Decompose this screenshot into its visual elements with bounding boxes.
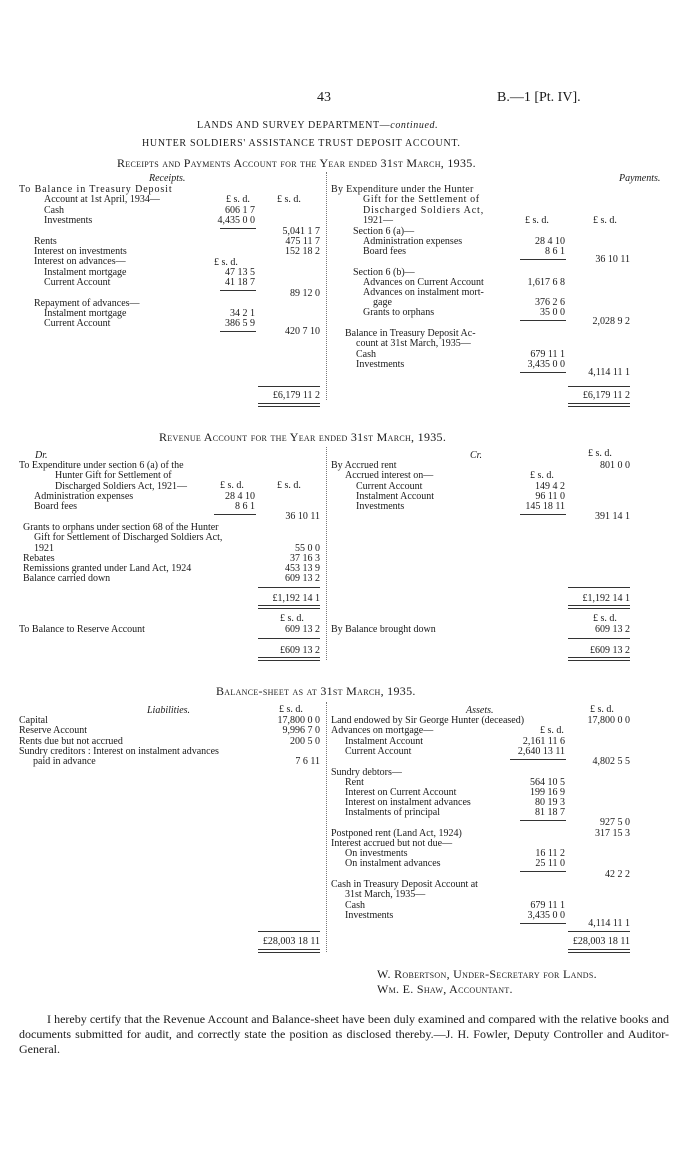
amount: 609 13 2 xyxy=(285,573,320,584)
amount: 36 10 11 xyxy=(595,254,630,265)
department-title: LANDS AND SURVEY DEPARTMENT—continued. xyxy=(197,120,439,131)
amount: 149 4 2 xyxy=(535,481,565,492)
amount: 679 11 1 xyxy=(530,900,565,911)
amount: 8 6 1 xyxy=(545,246,565,257)
trust-title: HUNTER SOLDIERS' ASSISTANCE TRUST DEPOSIT ACCOUNT. xyxy=(142,138,461,149)
asset-line: 31st March, 1935— xyxy=(345,889,426,900)
amount: 36 10 11 xyxy=(285,511,320,522)
amount: 9,996 7 0 xyxy=(282,725,320,736)
revenue-line: Rebates xyxy=(23,553,55,564)
amount: 606 1 7 xyxy=(225,205,255,216)
liabilities-heading: Liabilities. xyxy=(147,705,191,716)
revenue-line: Grants to orphans under section 68 of the Hunter xyxy=(23,522,219,533)
revenue-line: Gift for Settlement of Discharged Soldiers Act, xyxy=(34,532,223,543)
liability-line: Rents due but not accrued xyxy=(19,736,123,747)
receipt-line: Current Account xyxy=(44,318,111,329)
amount: 609 13 2 xyxy=(285,624,320,635)
payment-line: Grants to orphans xyxy=(363,307,435,318)
payment-line: 1921— xyxy=(363,215,393,226)
amount: 4,114 11 1 xyxy=(588,367,630,378)
amount: 679 11 1 xyxy=(530,349,565,360)
amount: 4,802 5 5 xyxy=(592,756,630,767)
amount: 564 10 5 xyxy=(530,777,565,788)
signature-accountant: Wm. E. Shaw, Accountant. xyxy=(377,982,513,996)
total: £1,192 14 1 xyxy=(582,593,630,604)
balance-sheet-title: Balance-sheet as at 31st March, 1935. xyxy=(216,684,416,698)
amount: 2,161 11 6 xyxy=(522,736,565,747)
revenue-account-title: Revenue Account for the Year ended 31st March, 1935. xyxy=(159,430,447,444)
amount: 376 2 6 xyxy=(535,297,565,308)
amount: 801 0 0 xyxy=(600,460,630,471)
revenue-line: Balance carried down xyxy=(23,573,111,584)
payment-line: Cash xyxy=(356,349,376,360)
revenue-credit-line: Investments xyxy=(356,501,405,512)
receipt-line: Rents xyxy=(34,236,57,247)
revenue-credit-line: Current Account xyxy=(356,481,423,492)
audit-certificate: I hereby certify that the Revenue Account and Balance-sheet have been duly examined and compared with the relative books and documents submitted for audit, and correctly state the position as disclosed thereby.—J. H. Fowler, Deputy Controller and Auditor-General. xyxy=(19,1012,669,1056)
asset-line: Advances on mortgage— xyxy=(331,725,434,736)
asset-line: Interest accrued but not due— xyxy=(331,838,453,849)
receipt-line: Account at 1st April, 1934— xyxy=(44,194,160,205)
payment-line: Board fees xyxy=(363,246,407,257)
revenue-line: Discharged Soldiers Act, 1921— xyxy=(55,481,188,492)
asset-line: Cash xyxy=(345,900,365,911)
total: £609 13 2 xyxy=(280,645,320,656)
amount: 55 0 0 xyxy=(295,543,320,554)
amount: 609 13 2 xyxy=(595,624,630,635)
amount: 1,617 6 8 xyxy=(527,277,565,288)
col-header: £ s. d. xyxy=(590,704,614,715)
asset-line: Interest on instalment advances xyxy=(345,797,471,808)
payment-line: Gift for the Settlement of xyxy=(363,194,480,205)
payment-line: Advances on instalment mort- xyxy=(363,287,484,298)
column-divider xyxy=(326,702,327,952)
liability-line: Reserve Account xyxy=(19,725,88,736)
receipts-heading: Receipts. xyxy=(149,173,186,184)
payment-line: count at 31st March, 1935— xyxy=(356,338,471,349)
payment-line: Section 6 (a)— xyxy=(353,226,415,237)
amount: 2,640 13 11 xyxy=(517,746,565,757)
amount: 37 16 3 xyxy=(290,553,320,564)
amount: 152 18 2 xyxy=(285,246,320,257)
liability-line: paid in advance xyxy=(33,756,96,767)
col-header: £ s. d. xyxy=(226,194,250,205)
receipt-line: Investments xyxy=(44,215,93,226)
amount: 80 19 3 xyxy=(535,797,565,808)
revenue-line: To Balance to Reserve Account xyxy=(19,624,145,635)
payment-line: Section 6 (b)— xyxy=(353,267,415,278)
amount: 7 6 11 xyxy=(295,756,320,767)
asset-line: Cash in Treasury Deposit Account at xyxy=(331,879,478,890)
amount: 475 11 7 xyxy=(285,236,320,247)
amount: 3,435 0 0 xyxy=(527,910,565,921)
payment-line: Discharged Soldiers Act, xyxy=(363,205,485,216)
asset-line: Current Account xyxy=(345,746,412,757)
total: £28,003 18 11 xyxy=(572,936,630,947)
assets-heading: Assets. xyxy=(466,705,494,716)
amount: 386 5 9 xyxy=(225,318,255,329)
total: £6,179 11 2 xyxy=(272,390,320,401)
asset-line: Investments xyxy=(345,910,394,921)
revenue-line: Administration expenses xyxy=(34,491,134,502)
asset-line: Instalments of principal xyxy=(345,807,440,818)
payment-line: Advances on Current Account xyxy=(363,277,484,288)
amount: 145 18 11 xyxy=(525,501,565,512)
payment-line: Investments xyxy=(356,359,405,370)
receipt-line: Cash xyxy=(44,205,64,216)
total: £1,192 14 1 xyxy=(272,593,320,604)
col-header: £ s. d. xyxy=(540,725,564,736)
asset-line: Rent xyxy=(345,777,364,788)
amount: 16 11 2 xyxy=(535,848,565,859)
amount: 81 18 7 xyxy=(535,807,565,818)
total: £609 13 2 xyxy=(590,645,630,656)
col-header: £ s. d. xyxy=(280,613,304,624)
col-header: £ s. d. xyxy=(277,480,301,491)
column-divider xyxy=(326,447,327,660)
amount: 420 7 10 xyxy=(285,326,320,337)
receipt-line: Current Account xyxy=(44,277,111,288)
asset-line: Instalment Account xyxy=(345,736,424,747)
amount: 35 0 0 xyxy=(540,307,565,318)
credit-heading: Cr. xyxy=(470,450,482,461)
amount: 42 2 2 xyxy=(605,869,630,880)
amount: 927 5 0 xyxy=(600,817,630,828)
revenue-credit-line: By Balance brought down xyxy=(331,624,436,635)
amount: 89 12 0 xyxy=(290,288,320,299)
amount: 34 2 1 xyxy=(230,308,255,319)
amount: 4,435 0 0 xyxy=(217,215,255,226)
revenue-line: Hunter Gift for Settlement of xyxy=(55,470,172,481)
revenue-credit-line: Accrued interest on— xyxy=(345,470,434,481)
col-header: £ s. d. xyxy=(525,215,549,226)
asset-line: Postponed rent (Land Act, 1924) xyxy=(331,828,462,839)
amount: 2,028 9 2 xyxy=(592,316,630,327)
amount: 25 11 0 xyxy=(535,858,565,869)
amount: 8 6 1 xyxy=(235,501,255,512)
revenue-line: Board fees xyxy=(34,501,78,512)
amount: 317 15 3 xyxy=(595,828,630,839)
revenue-credit-line: By Accrued rent xyxy=(331,460,397,471)
col-header: £ s. d. xyxy=(593,215,617,226)
asset-line: Interest on Current Account xyxy=(345,787,457,798)
amount: 200 5 0 xyxy=(290,736,320,747)
col-header: £ s. d. xyxy=(214,257,238,268)
revenue-line: 1921 xyxy=(34,543,54,554)
receipt-line: Interest on advances— xyxy=(34,256,126,267)
asset-line: On investments xyxy=(345,848,408,859)
revenue-line: Remissions granted under Land Act, 1924 xyxy=(23,563,192,574)
amount: 17,800 0 0 xyxy=(277,715,320,726)
col-header: £ s. d. xyxy=(220,480,244,491)
revenue-credit-line: Instalment Account xyxy=(356,491,435,502)
col-header: £ s. d. xyxy=(530,470,554,481)
receipt-line: To Balance in Treasury Deposit xyxy=(19,184,173,195)
receipt-line: Interest on investments xyxy=(34,246,127,257)
amount: 41 18 7 xyxy=(225,277,255,288)
payment-line: gage xyxy=(373,297,392,308)
total: £28,003 18 11 xyxy=(262,936,320,947)
amount: 5,041 1 7 xyxy=(282,226,320,237)
amount: 96 11 0 xyxy=(535,491,565,502)
column-divider xyxy=(326,172,327,400)
liability-line: Capital xyxy=(19,715,48,726)
document-reference: B.—1 [Pt. IV]. xyxy=(497,90,581,105)
amount: 47 13 5 xyxy=(225,267,255,278)
asset-line: Sundry debtors— xyxy=(331,767,402,778)
receipts-payments-title: Receipts and Payments Account for the Year ended 31st March, 1935. xyxy=(117,156,476,170)
amount: 453 13 9 xyxy=(285,563,320,574)
asset-line: On instalment advances xyxy=(345,858,441,869)
amount: 3,435 0 0 xyxy=(527,359,565,370)
signature-under-secretary: W. Robertson, Under-Secretary for Lands. xyxy=(377,967,597,981)
amount: 17,800 0 0 xyxy=(587,715,630,726)
amount: 199 16 9 xyxy=(530,787,565,798)
receipt-line: Instalment mortgage xyxy=(44,308,127,319)
revenue-line: To Expenditure under section 6 (a) of the xyxy=(19,460,184,471)
asset-line: Land endowed by Sir George Hunter (deceased) xyxy=(331,715,525,726)
col-header: £ s. d. xyxy=(588,448,612,459)
page-number: 43 xyxy=(317,90,331,105)
col-header: £ s. d. xyxy=(593,613,617,624)
debit-heading: Dr. xyxy=(35,450,48,461)
liability-line: Sundry creditors : Interest on instalment advances xyxy=(19,746,219,757)
amount: 391 14 1 xyxy=(595,511,630,522)
payments-heading: Payments. xyxy=(619,173,661,184)
col-header: £ s. d. xyxy=(279,704,303,715)
payment-line: Administration expenses xyxy=(363,236,463,247)
amount: 28 4 10 xyxy=(225,491,255,502)
receipt-line: Instalment mortgage xyxy=(44,267,127,278)
col-header: £ s. d. xyxy=(277,194,301,205)
payment-line: Balance in Treasury Deposit Ac- xyxy=(345,328,476,339)
total: £6,179 11 2 xyxy=(582,390,630,401)
payment-line: By Expenditure under the Hunter xyxy=(331,184,474,195)
amount: 4,114 11 1 xyxy=(588,918,630,929)
amount: 28 4 10 xyxy=(535,236,565,247)
receipt-line: Repayment of advances— xyxy=(34,298,140,309)
